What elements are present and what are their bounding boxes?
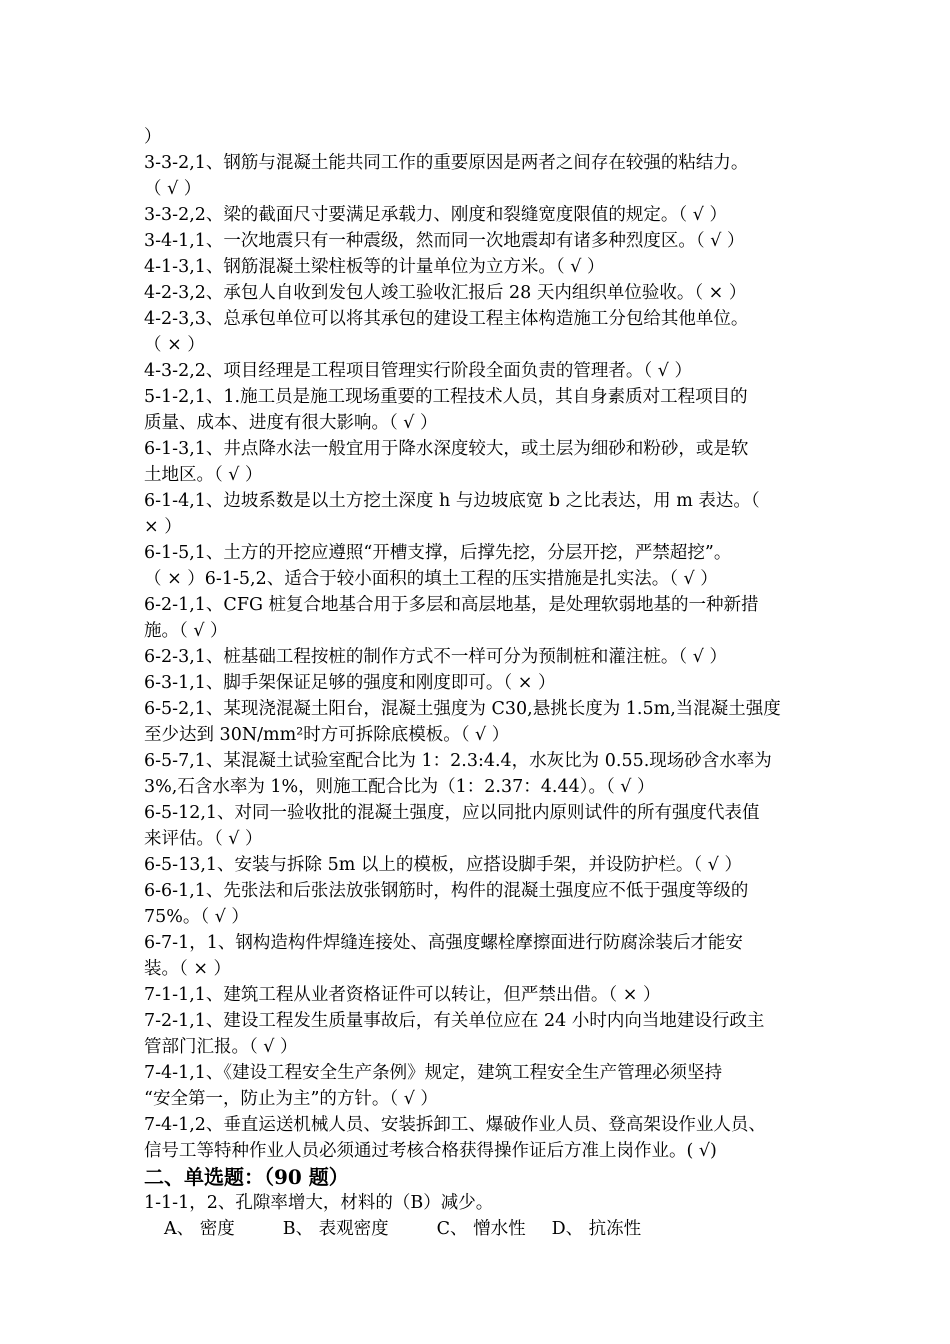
text-line: 6-3-1,1、脚手架保证足够的强度和刚度即可。（ × ）: [144, 673, 556, 693]
text-line: 信号工等特种作业人员必须通过考核合格获得操作证后方准上岗作业。( √): [144, 1141, 717, 1161]
section-heading: 二、单选题：（90 题）: [144, 1165, 349, 1189]
option-d: D、 抗冻性: [551, 1219, 642, 1239]
text-line: 4-1-3,1、钢筋混凝土梁柱板等的计量单位为立方米。（ √ ）: [144, 257, 605, 277]
text-line: （ √ ）: [144, 179, 202, 199]
text-line: 3-3-2,1、钢筋与混凝土能共同工作的重要原因是两者之间存在较强的粘结力。: [144, 153, 749, 173]
text-line: 75%。（ √ ）: [144, 907, 249, 927]
text-line: ）: [144, 127, 162, 147]
text-line: 施。（ √ ）: [144, 621, 228, 641]
text-line: 6-1-4,1、边坡系数是以土方挖土深度 h 与边坡底宽 b 之比表达，用 m 表达。（: [144, 491, 760, 511]
text-line: 7-4-1,2、垂直运送机械人员、安装拆卸工、爆破作业人员、登高架设作业人员、: [144, 1115, 766, 1135]
text-line: 6-1-5,1、土方的开挖应遵照“开槽支撑，后撑先挖，分层开挖，严禁超挖”。: [144, 543, 732, 563]
text-line: 5-1-2,1、1.施工员是施工现场重要的工程技术人员，其自身素质对工程项目的: [144, 387, 748, 407]
option-b: B、 表观密度: [282, 1219, 389, 1239]
text-line: 至少达到 30N/mm²时方可拆除底模板。（ √ ）: [144, 725, 510, 745]
text-line: 3-3-2,2、梁的截面尺寸要满足承载力、刚度和裂缝宽度限值的规定。（ √ ）: [144, 205, 727, 225]
option-c: C、 憎水性: [436, 1219, 526, 1239]
text-line: 6-2-3,1、桩基础工程按桩的制作方式不一样可分为预制桩和灌注桩。（ √ ）: [144, 647, 727, 667]
text-line: 7-4-1,1、《建设工程安全生产条例》规定，建筑工程安全生产管理必须坚持: [144, 1063, 723, 1083]
text-line: 3%,石含水率为 1%，则施工配合比为（1：2.37：4.44）。（ √ ）: [144, 777, 655, 797]
text-line: × ）: [144, 517, 182, 537]
text-line: 装。（ × ）: [144, 959, 232, 979]
text-line: 4-3-2,2、项目经理是工程项目管理实行阶段全面负责的管理者。（ √ ）: [144, 361, 692, 381]
text-line: （ × ）6-1-5,2、适合于较小面积的填土工程的压实措施是扎实法。（ √ ）: [144, 569, 718, 589]
text-line: 7-2-1,1、建设工程发生质量事故后，有关单位应在 24 小时内向当地建设行政主: [144, 1011, 765, 1031]
text-line: 3-4-1,1、一次地震只有一种震级，然而同一次地震却有诸多种烈度区。（ √ ）: [144, 231, 745, 251]
text-line: 质量、成本、进度有很大影响。（ √ ）: [144, 413, 438, 433]
text-line: 6-5-13,1、安装与拆除 5m 以上的模板，应搭设脚手架，并设防护栏。（ √ ）: [144, 855, 742, 875]
answer-options: [144, 1216, 824, 1242]
text-line: 土地区。（ √ ）: [144, 465, 263, 485]
document-page: [144, 124, 824, 1242]
text-line: 6-5-7,1、某混凝土试验室配合比为 1：2.3:4.4，水灰比为 0.55.现场砂含水率为: [144, 751, 772, 771]
question-text: 1-1-1，2、孔隙率增大，材料的（B）减少。: [144, 1193, 494, 1213]
text-line: 4-2-3,3、总承包单位可以将其承包的建设工程主体构造施工分包给其他单位。: [144, 309, 749, 329]
text-line: 6-5-2,1、某现浇混凝土阳台，混凝土强度为 C30,悬挑长度为 1.5m,当混凝土强度: [144, 699, 781, 719]
true-false-answers: [144, 124, 824, 1164]
option-a: A、 密度: [164, 1219, 235, 1239]
text-line: 7-1-1,1、建筑工程从业者资格证件可以转让，但严禁出借。（ × ）: [144, 985, 661, 1005]
text-line: 6-5-12,1、对同一验收批的混凝土强度，应以同批内原则试件的所有强度代表值: [144, 803, 760, 823]
text-line: 6-7-1，1、钢构造构件焊缝连接处、高强度螺栓摩擦面进行防腐涂装后才能安: [144, 933, 743, 953]
text-line: 6-2-1,1、CFG 桩复合地基合用于多层和高层地基，是处理软弱地基的一种新措: [144, 595, 759, 615]
text-line: 管部门汇报。（ √ ）: [144, 1037, 298, 1057]
text-line: 4-2-3,2、承包人自收到发包人竣工验收汇报后 28 天内组织单位验收。（ × ）: [144, 283, 747, 303]
text-line: 来评估。（ √ ）: [144, 829, 263, 849]
text-line: 6-1-3,1、井点降水法一般宜用于降水深度较大，或土层为细砂和粉砂，或是软: [144, 439, 749, 459]
text-line: “安全第一，防止为主”的方针。（ √ ）: [144, 1089, 438, 1109]
text-line: （ × ）: [144, 335, 205, 355]
text-line: 6-6-1,1、先张法和后张法放张钢筋时，构件的混凝土强度应不低于强度等级的: [144, 881, 749, 901]
